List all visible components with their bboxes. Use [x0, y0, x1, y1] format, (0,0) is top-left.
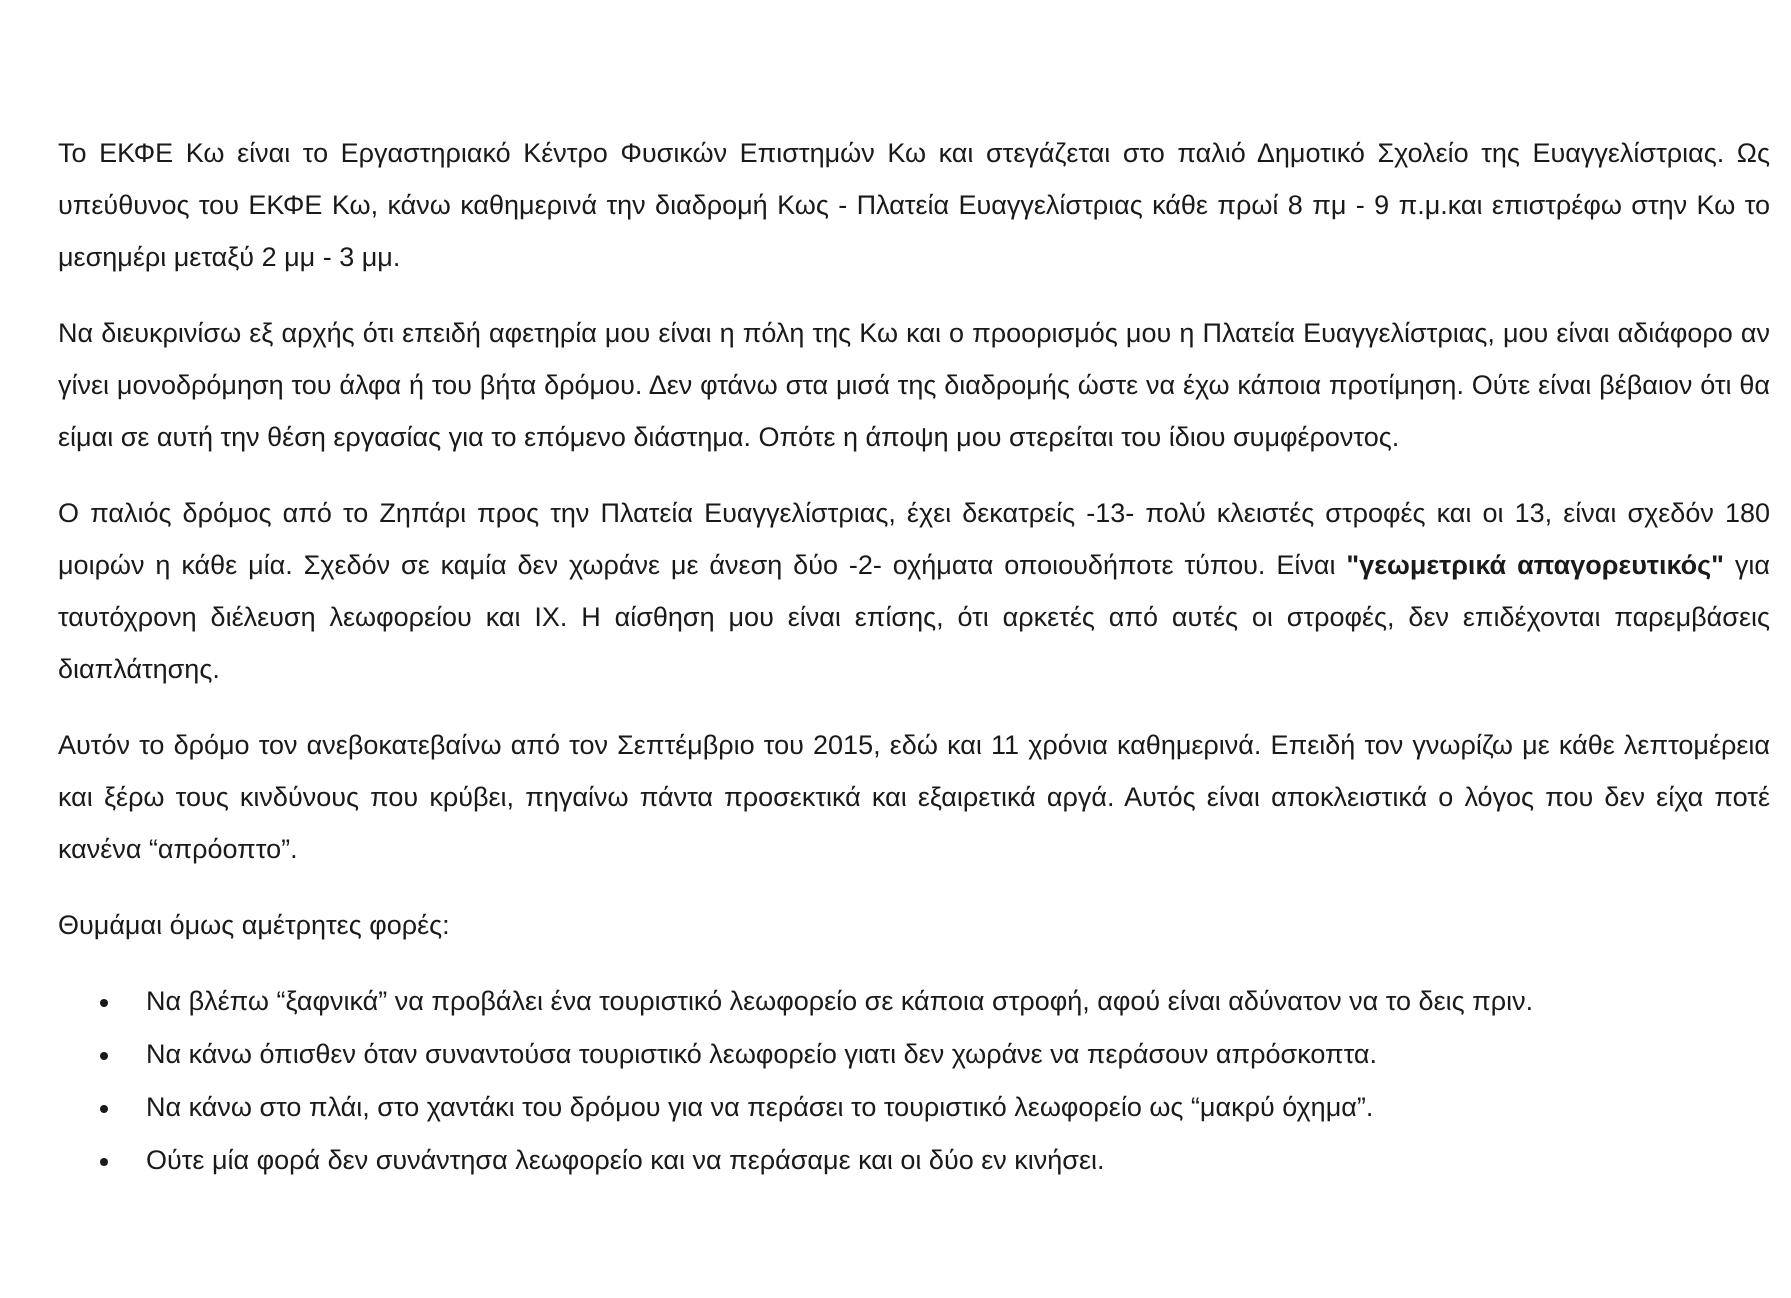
list-item-text: Να βλέπω “ξαφνικά” να προβάλει ένα τουριστικό λεωφορείο σε κάποια στροφή, αφού είναι αδύνατον να το δεις πριν. [146, 986, 1534, 1016]
paragraph-ekfe-intro: Το ΕΚΦΕ Κω είναι το Εργαστηριακό Κέντρο Φυσικών Επιστημών Κω και στεγάζεται στο παλιό Δημοτικό Σχολείο της Ευαγγελίστριας. Ως υπεύθυνος του ΕΚΦΕ Κω, κάνω καθημερινά την διαδρομή Κως - Πλατεία Ευαγγελίστριας κάθε πρωί 8 πμ - 9 π.μ.και επιστρέφω στην Κω το μεσημέρι μεταξύ 2 μμ - 3 μμ. [58, 138, 1770, 272]
list-item [58, 1081, 1770, 1134]
list-item [58, 1134, 1770, 1187]
list-item-text: Να κάνω στο πλάι, στο χαντάκι του δρόμου για να περάσει το τουριστικό λεωφορείο ως “μακρύ όχημα”. [146, 1092, 1374, 1122]
paragraph-clarification: Να διευκρινίσω εξ αρχής ότι επειδή αφετηρία μου είναι η πόλη της Κω και ο προορισμός μου η Πλατεία Ευαγγελίστριας, μου είναι αδιάφορο αν γίνει μονοδρόμηση του άλφα ή του βήτα δρόμου. Δεν φτάνω στα μισά της διαδρομής ώστε να έχω κάποια προτίμηση. Ούτε είναι βέβαιον ότι θα είμαι σε αυτή την θέση εργασίας για το επόμενο διάστημα. Οπότε η άποψη μου στερείται του ίδιου συμφέροντος. [58, 318, 1770, 452]
paragraph-experience: Αυτόν το δρόμο τον ανεβοκατεβαίνω από τον Σεπτέμβριο του 2015, εδώ και 11 χρόνια καθημερινά. Επειδή τον γνωρίζω με κάθε λεπτομέρεια και ξέρω τους κινδύνους που κρύβει, πηγαίνω πάντα προσεκτικά και εξαιρετικά αργά. Αυτός είναι αποκλειστικά ο λόγος που δεν είχα ποτέ κανένα “απρόοπτο”. [58, 730, 1770, 864]
paragraph-old-road [58, 487, 1770, 695]
bullet-icon [100, 1105, 108, 1113]
old-road-text-before: Ο παλιός δρόμος από το Ζηπάρι προς την Πλατεία Ευαγγελίστριας, έχει δεκατρείς -13- πολύ κλειστές στροφές και οι 13, είναι σχεδόν 180 μοιρών η κάθε μία. Σχεδόν σε καμία δεν χωράνε με άνεση δύο -2- οχήματα οποιουδήποτε τύπου. Είναι [58, 498, 1770, 580]
list-item [58, 1028, 1770, 1081]
bullet-icon [100, 1052, 108, 1060]
old-road-text-after: για ταυτόχρονη διέλευση λεωφορείου και ΙΧ. Η αίσθηση μου είναι επίσης, ότι αρκετές από αυτές οι στροφές, δεν επιδέχονται παρεμβάσεις διαπλάτησης. [58, 550, 1771, 684]
list-item-text: Να κάνω όπισθεν όταν συναντούσα τουριστικό λεωφορείο γιατι δεν χωράνε να περάσουν απρόσκοπτα. [146, 1039, 1378, 1069]
old-road-bold-phrase: "γεωμετρικά απαγορευτικός" [1346, 550, 1724, 580]
bullet-icon [100, 999, 108, 1007]
list-item [58, 975, 1770, 1028]
document-body [58, 127, 1770, 1187]
paragraph-remember-intro: Θυμάμαι όμως αμέτρητες φορές: [58, 910, 450, 940]
bullet-icon [100, 1158, 108, 1166]
incident-list [58, 975, 1770, 1187]
list-item-text: Ούτε μία φορά δεν συνάντησα λεωφορείο και να περάσαμε και οι δύο εν κινήσει. [146, 1145, 1105, 1175]
